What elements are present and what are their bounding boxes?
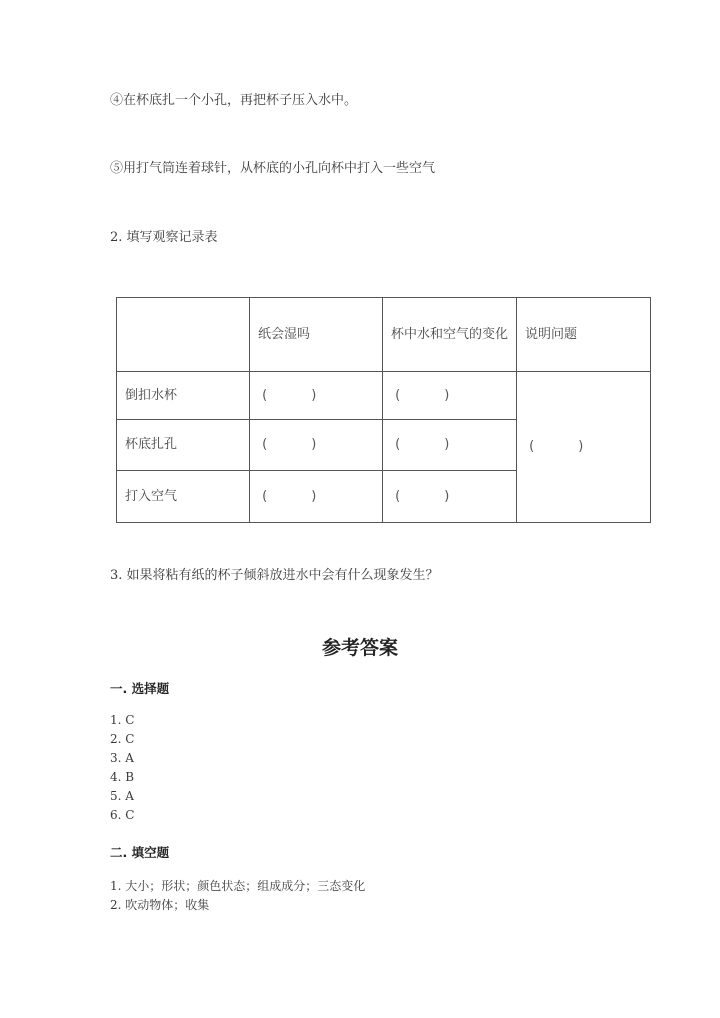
answer-item: 4. B (110, 770, 135, 784)
section-1-heading: 一. 选择题 (110, 681, 170, 696)
answer-blank[interactable]: ( ) (383, 471, 517, 523)
answer-item: 2. 吹动物体；收集 (110, 898, 210, 912)
section-1-answers (110, 711, 134, 825)
row-label: 倒扣水杯 (117, 372, 250, 420)
table-row (117, 372, 651, 420)
question-2: 2. 填写观察记录表 (110, 230, 218, 245)
header-water-air-change (383, 298, 517, 372)
answer-item: 2. C (110, 732, 135, 746)
header-explain: 说明问题 (517, 298, 651, 372)
answer-item: 5. A (110, 789, 134, 803)
answer-item: 3. A (110, 751, 134, 765)
answer-blank[interactable]: ( ) (250, 471, 383, 523)
answer-key-title: 参考答案 (321, 637, 398, 659)
section-2-answers (110, 877, 365, 915)
answer-blank[interactable]: ( ) (383, 420, 517, 471)
table-header-row (117, 298, 651, 372)
header-paper-wet: 纸会湿吗 (250, 298, 383, 372)
header-empty (117, 298, 250, 372)
row-label: 杯底扎孔 (117, 420, 250, 471)
observation-table (116, 297, 651, 523)
row-label: 打入空气 (117, 471, 250, 523)
step-5-text: ⑤用打气筒连着球针，从杯底的小孔向杯中打入一些空气 (110, 161, 436, 176)
answer-blank[interactable]: ( ) (250, 372, 383, 420)
answer-blank[interactable]: ( ) (250, 420, 383, 471)
step-4-text: ④在杯底扎一个小孔，再把杯子压入水中。 (110, 93, 358, 108)
answer-blank-merged[interactable]: ( ) (517, 372, 651, 523)
answer-item: 1. C (110, 713, 135, 727)
answer-blank[interactable]: ( ) (383, 372, 517, 420)
question-3: 3. 如果将粘有纸的杯子倾斜放进水中会有什么现象发生？ (110, 568, 439, 583)
header-water-air-text: 杯中水和空气的变化 (391, 327, 509, 342)
answer-item: 1. 大小；形状；颜色状态；组成成分；三态变化 (110, 879, 366, 893)
section-2-heading: 二. 填空题 (110, 845, 170, 860)
answer-item: 6. C (110, 808, 135, 822)
